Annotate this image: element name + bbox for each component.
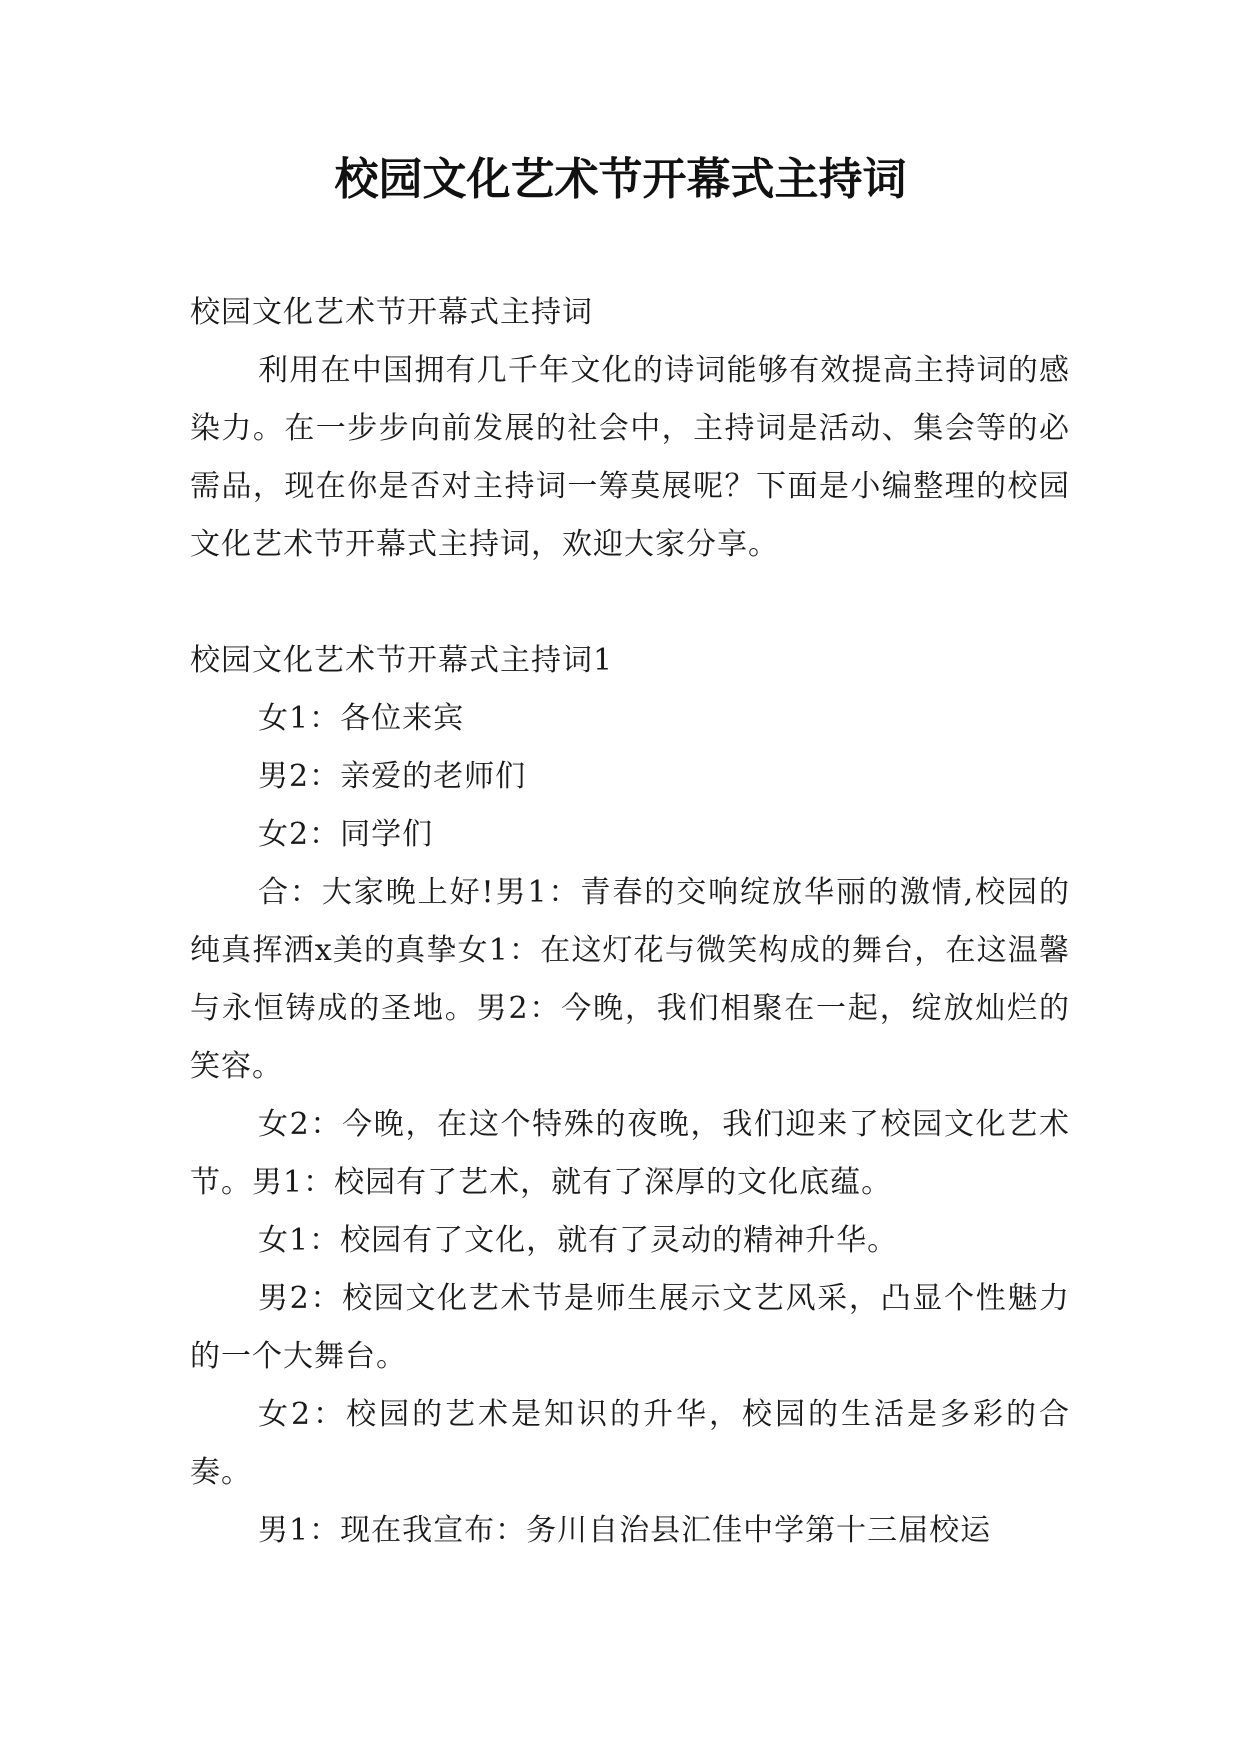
script-paragraph: 男2：校园文化艺术节是师生展示文艺风采，凸显个性魅力的一个大舞台。 [190, 1281, 1070, 1374]
script-line: 女2：同学们 [258, 817, 434, 852]
script-paragraph: 女2：今晚，在这个特殊的夜晚，我们迎来了校园文化艺术节。男1：校园有了艺术，就有了深厚的文化底蕴。 [190, 1107, 1070, 1200]
section-heading: 校园文化艺术节开幕式主持词1 [190, 643, 614, 678]
script-line: 女1：各位来宾 [258, 701, 465, 736]
intro-paragraph: 利用在中国拥有几千年文化的诗词能够有效提高主持词的感染力。在一步步向前发展的社会中，主持词是活动、集会等的必需品，现在你是否对主持词一筹莫展呢？下面是小编整理的校园文化艺术节开幕式主持词，欢迎大家分享。 [190, 353, 1070, 562]
document-body [190, 284, 1070, 1560]
document-title: 校园文化艺术节开幕式主持词 [334, 154, 907, 205]
paragraph-gap [190, 574, 1070, 632]
script-paragraph: 男1：现在我宣布：务川自治县汇佳中学第十三届校运 [258, 1513, 992, 1548]
script-line: 女1：校园有了文化，就有了灵动的精神升华。 [258, 1223, 899, 1258]
subtitle-line: 校园文化艺术节开幕式主持词 [190, 295, 593, 330]
script-paragraph: 合：大家晚上好!男1：青春的交响绽放华丽的激情,校园的纯真挥洒x美的真挚女1：在这灯花与微笑构成的舞台，在这温馨与永恒铸成的圣地。男2：今晚，我们相聚在一起，绽放灿烂的笑容。 [190, 875, 1070, 1084]
script-paragraph: 女2：校园的艺术是知识的升华，校园的生活是多彩的合奏。 [190, 1397, 1070, 1490]
script-line: 男2：亲爱的老师们 [258, 759, 527, 794]
